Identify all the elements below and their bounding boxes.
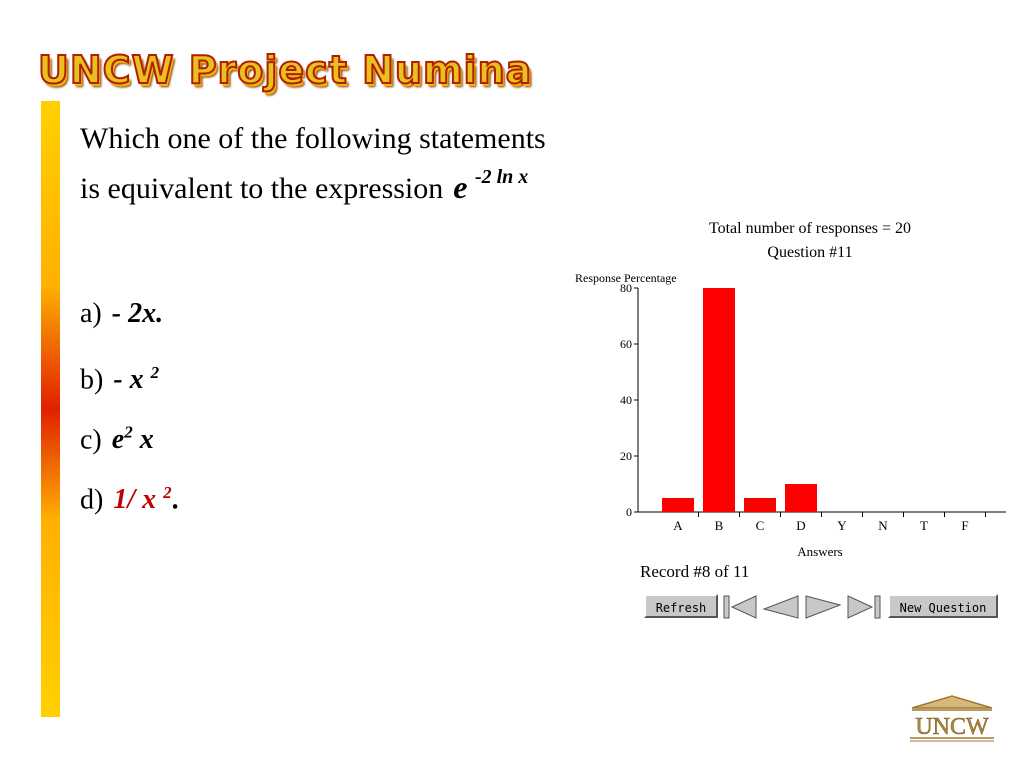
x-tick-label-A: A xyxy=(673,518,683,533)
next-record-icon[interactable] xyxy=(804,594,842,620)
x-tick-label-N: N xyxy=(878,518,888,533)
y-tick-label-20: 20 xyxy=(620,449,632,463)
x-tick-label-C: C xyxy=(755,518,765,533)
expression-base: e xyxy=(453,169,468,205)
first-record-icon[interactable] xyxy=(722,594,758,620)
x-tick-label-Y: Y xyxy=(837,518,847,533)
option-c-value: $e^2$ x xyxy=(111,423,154,456)
x-tick-label-D: D xyxy=(796,518,806,533)
question-text xyxy=(80,118,640,210)
expression-exponent: -2 ln x xyxy=(474,166,529,188)
option-d: d) 1/ x $^2$. xyxy=(80,483,179,516)
chart-total-responses: Total number of responses = 20 xyxy=(708,220,912,237)
option-a: a) - 2x. xyxy=(80,298,164,329)
option-d-value: 1/ x xyxy=(113,484,157,516)
option-c-exponent: 2 xyxy=(124,423,133,442)
bar-A xyxy=(662,498,694,512)
y-tick-label-40: 40 xyxy=(620,393,632,407)
decorative-side-bar xyxy=(41,101,60,717)
y-tick-label-80: 80 xyxy=(620,281,632,295)
bar-C xyxy=(744,498,776,512)
x-tick-label-T: T xyxy=(920,518,928,533)
y-tick-label-60: 60 xyxy=(620,337,632,351)
option-d-period: . xyxy=(171,484,179,516)
bar-D xyxy=(785,484,817,512)
y-tick-label-0: 0 xyxy=(626,505,632,519)
question-line-1: Which one of the following statements xyxy=(80,122,546,155)
refresh-button[interactable]: Refresh xyxy=(644,594,718,618)
option-b-exponent: 2 xyxy=(150,363,160,382)
new-question-button[interactable]: New Question xyxy=(888,594,998,618)
x-tick-label-F: F xyxy=(961,518,969,533)
record-indicator: Record #8 of 11 xyxy=(640,562,750,581)
chart-question-number: Question #11 xyxy=(767,244,853,261)
response-bar-chart xyxy=(570,268,1010,560)
x-tick-label-B: B xyxy=(714,518,724,533)
last-record-icon[interactable] xyxy=(846,594,884,620)
y-axis-label: Response Percentage xyxy=(575,271,677,285)
question-line-2: is equivalent to the expression e $^{-2 ln x}$ xyxy=(80,166,529,205)
uncw-footer-logo xyxy=(906,694,998,744)
previous-record-icon[interactable] xyxy=(762,594,800,620)
bar-B xyxy=(703,288,735,512)
option-a-value: - 2x. xyxy=(111,298,164,329)
option-b-value: - x xyxy=(113,364,144,396)
option-d-exponent: 2 xyxy=(163,483,172,502)
option-b: b) - x $^2$ xyxy=(80,363,160,396)
uncw-footer-logo-text: UNCW xyxy=(915,714,989,740)
x-axis-label: Answers xyxy=(797,544,843,559)
option-c: c) $e^2$ x xyxy=(80,423,154,456)
project-numina-logo: UNCW Project Numina xyxy=(38,48,533,92)
